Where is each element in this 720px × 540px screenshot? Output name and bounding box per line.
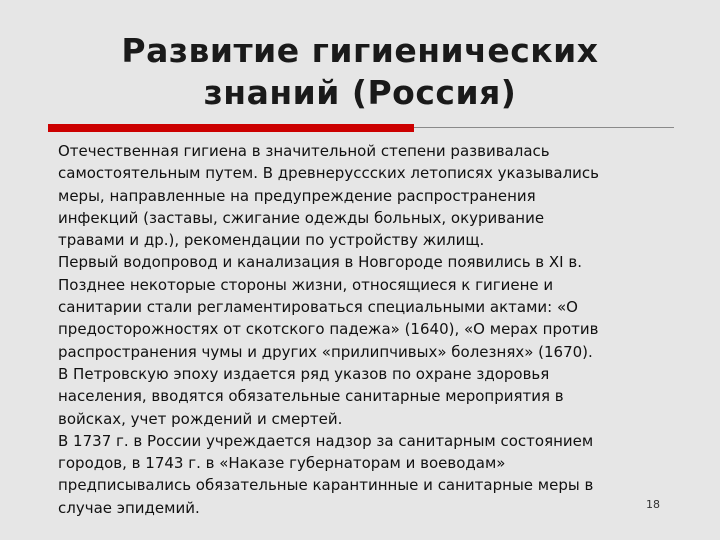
body-line: Первый водопровод и канализация в Новгороде появились в XI в. bbox=[58, 253, 582, 272]
body-line: войсках, учет рождений и смертей. bbox=[58, 409, 343, 428]
body-line: самостоятельным путем. В древнеруссских летописях указывались bbox=[58, 164, 600, 183]
slide-title-line-1: Развитие гигиенических bbox=[121, 31, 599, 70]
body-line: В 1737 г. в России учреждается надзор за санитарным состоянием bbox=[58, 431, 594, 450]
body-line: случае эпидемий. bbox=[58, 498, 200, 517]
slide-number: 18 bbox=[646, 498, 660, 511]
body-line: инфекций (заставы, сжигание одежды больных, окуривание bbox=[58, 208, 545, 227]
body-line: Позднее некоторые стороны жизни, относящиеся к гигиене и bbox=[58, 275, 554, 294]
body-line: травами и др.), рекомендации по устройству жилищ. bbox=[58, 231, 485, 250]
slide-title bbox=[60, 30, 660, 114]
body-line: предписывались обязательные карантинные и санитарные меры в bbox=[58, 476, 594, 495]
body-line: предосторожностях от скотского падежа» (1640), «О мерах против bbox=[58, 320, 599, 339]
body-line: Отечественная гигиена в значительной степени развивалась bbox=[58, 142, 550, 160]
body-line: населения, вводятся обязательные санитарные мероприятия в bbox=[58, 387, 564, 406]
body-line: санитарии стали регламентироваться специальными актами: «О bbox=[58, 298, 578, 317]
title-accent-bar bbox=[48, 124, 414, 132]
body-line: городов, в 1743 г. в «Наказе губернаторам и воеводам» bbox=[58, 454, 506, 473]
body-line: распространения чумы и других «прилипчивых» болезнях» (1670). bbox=[58, 342, 593, 361]
body-line: меры, направленные на предупреждение распространения bbox=[58, 186, 536, 205]
body-line: В Петровскую эпоху издается ряд указов по охране здоровья bbox=[58, 364, 550, 383]
title-rule-line bbox=[414, 127, 674, 128]
slide-title-line-2: знаний (Россия) bbox=[203, 73, 517, 112]
slide-body bbox=[58, 140, 698, 519]
